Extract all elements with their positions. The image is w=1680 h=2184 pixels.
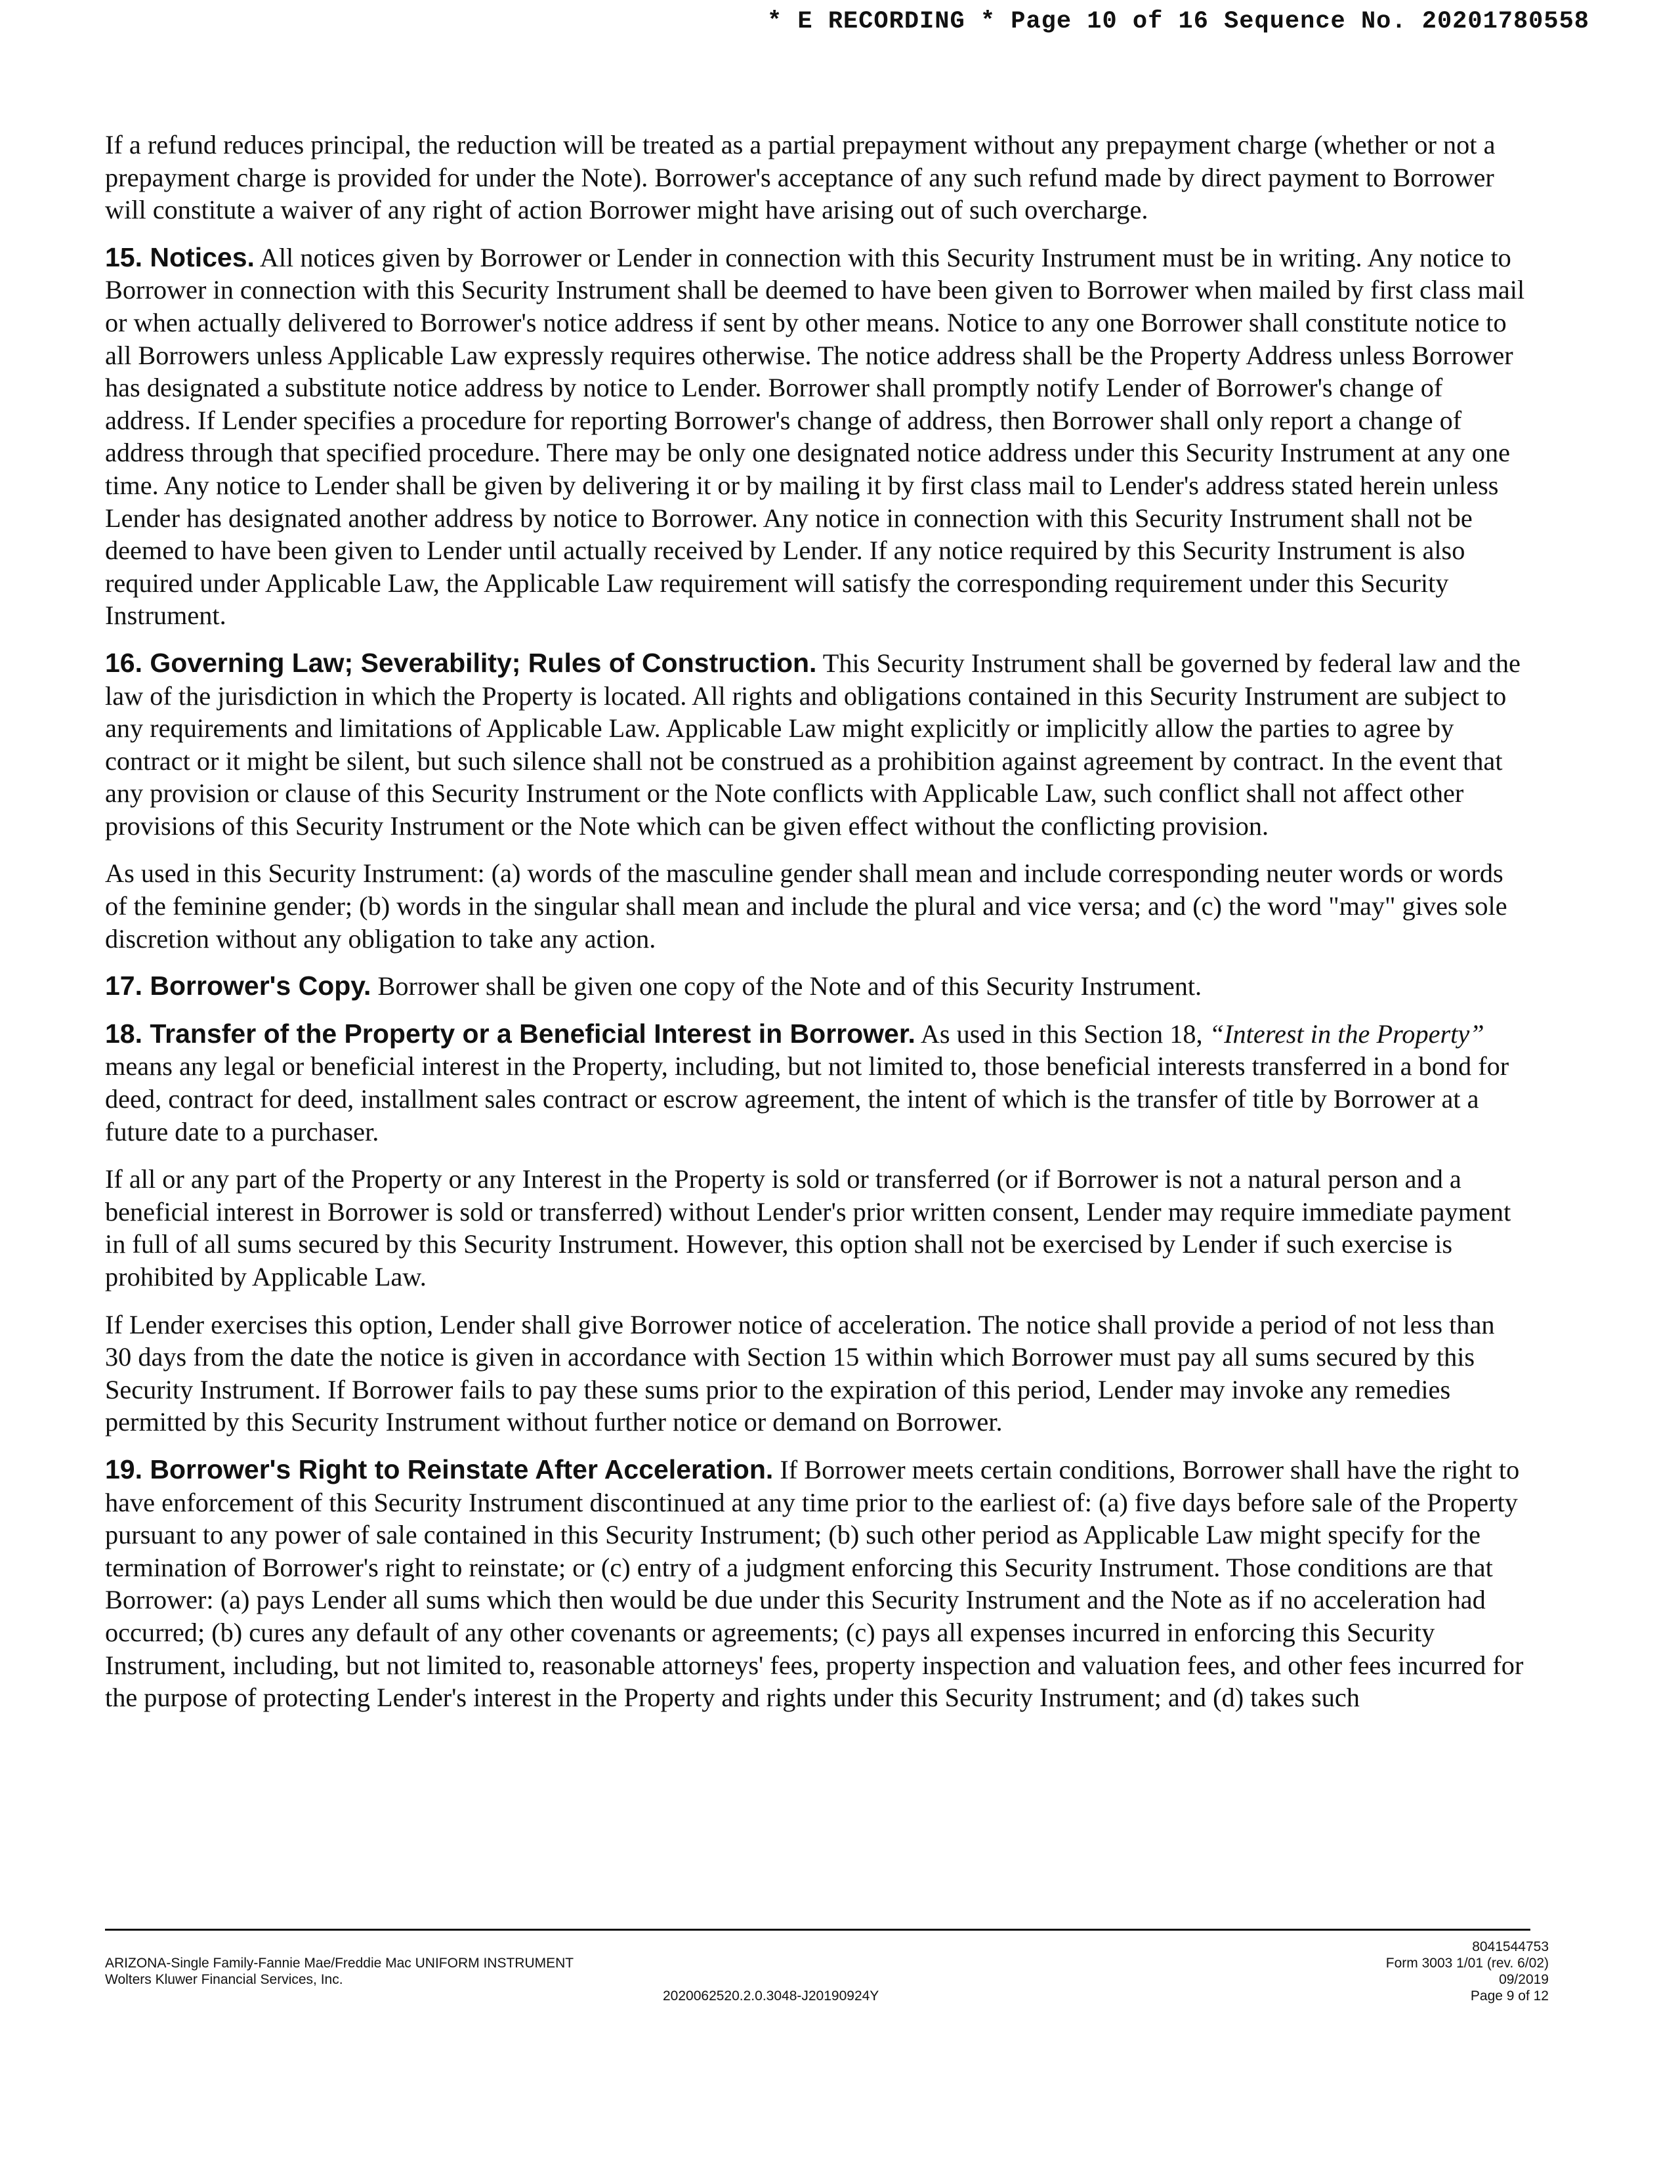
paragraph-text: If a refund reduces principal, the reduction will be treated as a partial prepayment without any prepayment charge (whether or not a prepayment charge is provided for under the Note). Borrower's acceptance of any such refund made by direct payment to Borrower will constitute a waiver of any right of action Borrower might have arising out of such overcharge.	[105, 130, 1496, 225]
section-heading: 16. Governing Law; Severability; Rules of Construction.	[105, 647, 817, 678]
footer-page-number: Page 9 of 12	[1470, 1988, 1549, 2004]
footer-page-info	[1386, 1939, 1549, 2004]
footer-form-title: ARIZONA-Single Family-Fannie Mae/Freddie Mac UNIFORM INSTRUMENT	[105, 1956, 574, 1971]
section-heading: 18. Transfer of the Property or a Beneficial Interest in Borrower.	[105, 1018, 915, 1049]
recording-header: * E RECORDING * Page 10 of 16 Sequence No. 20201780558	[767, 8, 1589, 35]
paragraph-text: If Lender exercises this option, Lender shall give Borrower notice of acceleration. The notice shall provide a period of not less than 30 days from the date the notice is given in accordance with Section 15 within which Borrower must pay all sums secured by this Security Instrument. If Borrower fails to pay these sums prior to the expiration of this period, Lender may invoke any remedies permitted by this Security Instrument without further notice or demand on Borrower.	[105, 1309, 1495, 1437]
section-15-notices	[105, 242, 1526, 632]
paragraph-refund	[105, 129, 1526, 226]
document-body	[105, 129, 1526, 1729]
footer-publisher: Wolters Kluwer Financial Services, Inc.	[105, 1972, 343, 1987]
section-18-acceleration	[105, 1309, 1526, 1438]
footer-loan-number: 8041544753	[1472, 1939, 1549, 1954]
section-18-sale	[105, 1163, 1526, 1293]
footer-document-id: 2020062520.2.0.3048-J20190924Y	[663, 1988, 879, 2004]
section-16-construction	[105, 857, 1526, 955]
paragraph-text: If all or any part of the Property or any Interest in the Property is sold or transferred (or if Borrower is not a natural person and a beneficial interest in Borrower is sold or transferred) without Lender's prior written consent, Lender may require immediate payment in full of all sums secured by this Security Instrument. However, this option shall not be exercised by Lender if such exercise is prohibited by Applicable Law.	[105, 1164, 1511, 1292]
footer-divider	[105, 1929, 1530, 1931]
footer-form-number: Form 3003 1/01 (rev. 6/02)	[1385, 1956, 1549, 1971]
defined-term: “Interest in the Property”	[1209, 1018, 1484, 1049]
paragraph-text: All notices given by Borrower or Lender in connection with this Security Instrument must be in writing. Any notice to Borrower in connection with this Security Instrument shall be deemed to have been given to Borrower when mailed by first class mail or when actually delivered to Borrower's notice address if sent by other means. Notice to any one Borrower shall constitute notice to all Borrowers unless Applicable Law expressly requires otherwise. The notice address shall be the Property Address unless Borrower has designated a substitute notice address by notice to Lender. Borrower shall promptly notify Lender of Borrower's change of address. If Lender specifies a procedure for reporting Borrower's change of address, then Borrower shall only report a change of address through that specified procedure. There may be only one designated notice address under this Security Instrument at any one time. Any notice to Lender shall be given by delivering it or by mailing it by first class mail to Lender's address stated herein unless Lender has designated another address by notice to Borrower. Any notice in connection with this Security Instrument shall not be deemed to have been given to Lender until actually received by Lender. If any notice required by this Security Instrument is also required under Applicable Law, the Applicable Law requirement will satisfy the corresponding requirement under this Security Instrument.	[105, 242, 1525, 631]
section-16-governing-law	[105, 647, 1526, 843]
section-heading: 17. Borrower's Copy.	[105, 971, 371, 1001]
section-19-reinstate	[105, 1454, 1526, 1714]
footer-form-date: 09/2019	[1499, 1972, 1549, 1987]
section-17-borrowers-copy	[105, 970, 1526, 1003]
paragraph-text: If Borrower meets certain conditions, Borrower shall have the right to have enforcement of this Security Instrument discontinued at any time prior to the earliest of: (a) five days before sale of the Property pursuant to any power of sale contained in this Security Instrument; (b) such other period as Applicable Law might specify for the termination of Borrower's right to reinstate; or (c) entry of a judgment enforcing this Security Instrument. Those conditions are that Borrower: (a) pays Lender all sums which then would be due under this Security Instrument and the Note as if no acceleration had occurred; (b) cures any default of any other covenants or agreements; (c) pays all expenses incurred in enforcing this Security Instrument, including, but not limited to, reasonable attorneys' fees, property inspection and valuation fees, and other fees incurred for the purpose of protecting Lender's interest in the Property and rights under this Security Instrument; and (d) takes such	[105, 1454, 1524, 1713]
paragraph-text: As used in this Security Instrument: (a) words of the masculine gender shall mean and include corresponding neuter words or words of the feminine gender; (b) words in the singular shall mean and include the plural and vice versa; and (c) the word "may" gives sole discretion without any obligation to take any action.	[105, 858, 1507, 954]
paragraph-text: This Security Instrument shall be governed by federal law and the law of the jurisdiction in which the Property is located. All rights and obligations contained in this Security Instrument are subject to any requirements and limitations of Applicable Law. Applicable Law might explicitly or implicitly allow the parties to agree by contract or it might be silent, but such silence shall not be construed as a prohibition against agreement by contract. In the event that any provision or clause of this Security Instrument or the Note conflicts with Applicable Law, such conflict shall not affect other provisions of this Security Instrument or the Note which can be given effect without the conflicting provision.	[105, 648, 1521, 841]
footer-form-info	[105, 1955, 574, 1988]
paragraph-text: means any legal or beneficial interest in the Property, including, but not limited to, those beneficial interests transferred in a bond for deed, contract for deed, installment sales contract or escrow agreement, the intent of which is the transfer of title by Borrower at a future date to a purchaser.	[105, 1051, 1509, 1146]
section-heading: 19. Borrower's Right to Reinstate After Acceleration.	[105, 1454, 774, 1484]
section-18-transfer	[105, 1018, 1526, 1148]
paragraph-text: As used in this Section 18,	[920, 1018, 1203, 1049]
paragraph-text: Borrower shall be given one copy of the Note and of this Security Instrument.	[377, 971, 1202, 1001]
section-heading: 15. Notices.	[105, 242, 255, 272]
